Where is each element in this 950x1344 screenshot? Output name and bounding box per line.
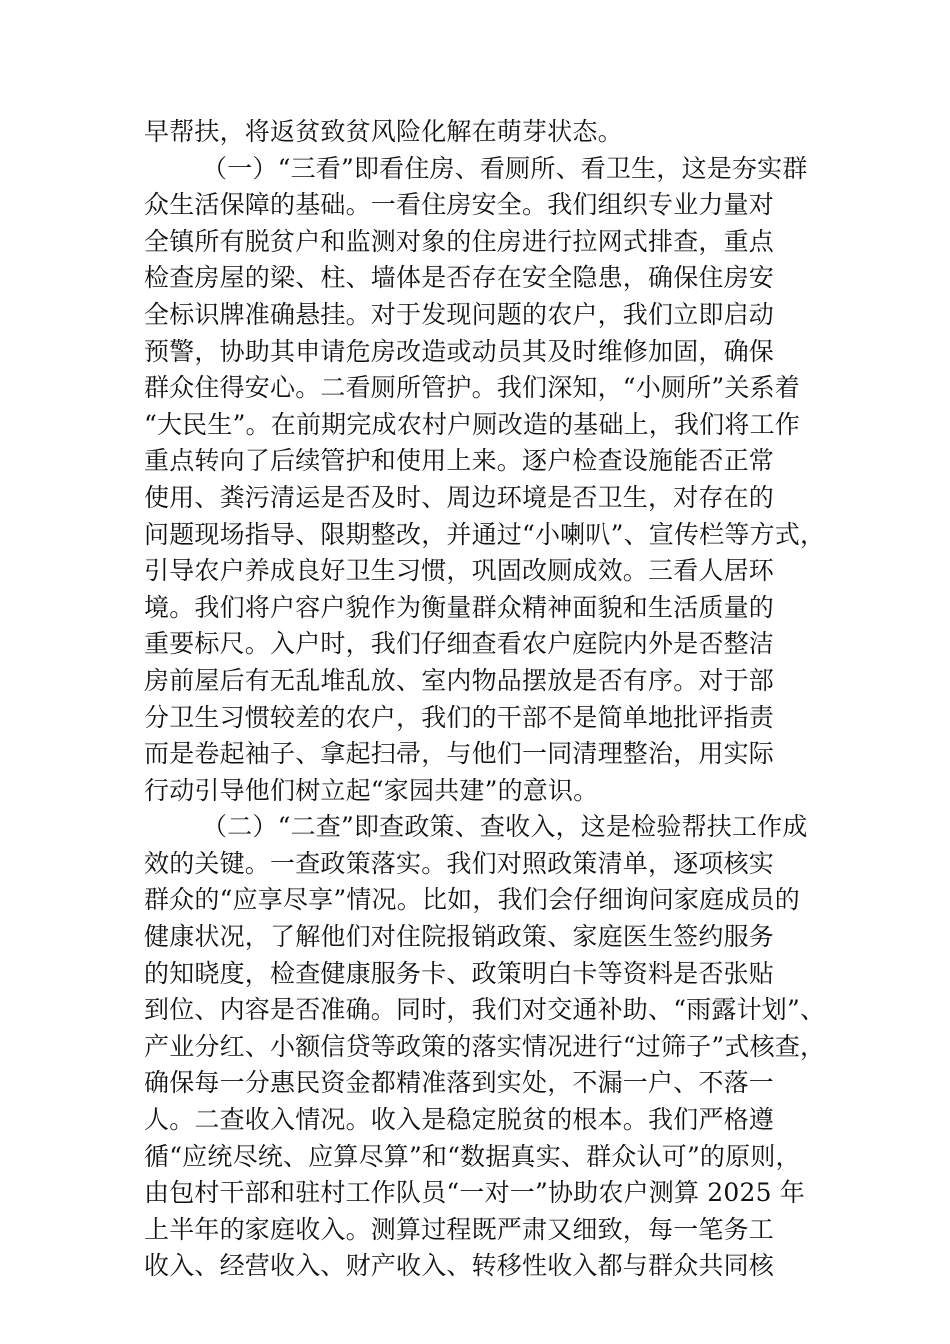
text-line: 确保每一分惠民资金都精准落到实处，不漏一户、不落一 — [144, 1068, 775, 1098]
text-line: 重点转向了后续管护和使用上来。逐户检查设施能否正常 — [144, 446, 775, 476]
text-line: 群众的“应享尽享”情况。比如，我们会仔细询问家庭成员的 — [144, 885, 800, 915]
text-line: 而是卷起袖子、拿起扫帚，与他们一同清理整治，用实际 — [144, 739, 775, 769]
text-line: 早帮扶，将返贫致贫风险化解在萌芽状态。 — [144, 117, 623, 146]
text-line: 全镇所有脱贫户和监测对象的住房进行拉网式排查，重点 — [144, 226, 775, 256]
text-line: 由包村干部和驻村工作队员“一对一”协助农户测算 2025 年 — [144, 1178, 806, 1208]
text-line: 上半年的家庭收入。测算过程既严肃又细致，每一笔务工 — [144, 1214, 775, 1244]
text-line: 房前屋后有无乱堆乱放、室内物品摆放是否有序。对于部 — [144, 665, 775, 695]
text-line: 全标识牌准确悬挂。对于发现问题的农户，我们立即启动 — [144, 299, 775, 329]
body-text — [144, 114, 826, 1285]
text-line: 检查房屋的梁、柱、墙体是否存在安全隐患，确保住房安 — [144, 263, 775, 293]
text-line: 循“应统尽统、应算尽算”和“数据真实、群众认可”的原则， — [144, 1141, 801, 1171]
text-line: 群众住得安心。二看厕所管护。我们深知，“小厕所”关系着 — [144, 373, 800, 403]
text-line: 效的关键。一查政策落实。我们对照政策清单，逐项核实 — [144, 848, 775, 878]
text-line: 境。我们将户容户貌作为衡量群众精神面貌和生活质量的 — [144, 592, 775, 622]
text-line: 健康状况，了解他们对住院报销政策、家庭医生签约服务 — [144, 922, 775, 952]
text-line: 分卫生习惯较差的农户，我们的干部不是简单地批评指责 — [144, 702, 775, 732]
text-line: 重要标尺。入户时，我们仔细查看农户庭院内外是否整洁 — [144, 629, 775, 659]
text-line: 行动引导他们树立起“家园共建”的意识。 — [144, 775, 599, 805]
text-line: 的知晓度，检查健康服务卡、政策明白卡等资料是否张贴 — [144, 958, 775, 988]
text-line: “大民生”。在前期完成农村户厕改造的基础上，我们将工作 — [144, 409, 800, 439]
text-line: 收入、经营收入、财产收入、转移性收入都与群众共同核 — [144, 1251, 775, 1281]
text-line: 产业分红、小额信贷等政策的落实情况进行“过筛子”式核查， — [144, 1031, 826, 1061]
section-two-heading-line: （二）“二查”即查政策、查收入，这是检验帮扶工作成 — [202, 812, 808, 842]
text-line: 众生活保障的基础。一看住房安全。我们组织专业力量对 — [144, 190, 775, 220]
section-one-heading-line: （一）“三看”即看住房、看厕所、看卫生，这是夯实群 — [202, 153, 808, 183]
text-line: 使用、粪污清运是否及时、周边环境是否卫生，对存在的 — [144, 482, 775, 512]
text-line: 预警，协助其申请危房改造或动员其及时维修加固，确保 — [144, 336, 775, 366]
text-line: 问题现场指导、限期整改，并通过“小喇叭”、宣传栏等方式， — [144, 519, 826, 549]
text-line: 到位、内容是否准确。同时，我们对交通补助、“雨露计划”、 — [144, 995, 826, 1025]
text-line: 人。二查收入情况。收入是稳定脱贫的根本。我们严格遵 — [144, 1105, 775, 1135]
text-line: 引导农户养成良好卫生习惯，巩固改厕成效。三看人居环 — [144, 556, 775, 586]
